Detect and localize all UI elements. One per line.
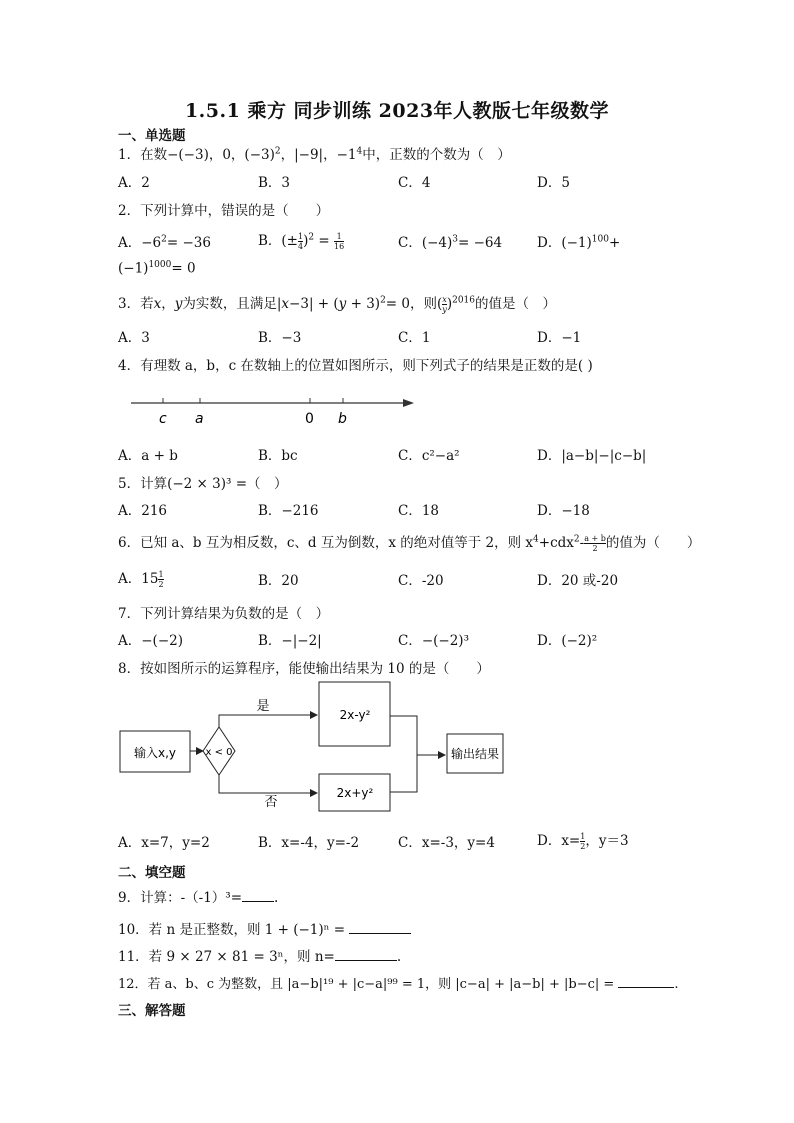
question-12: 12．若 a、b、c 为整数，且 |a−b|¹⁹ + |c−a|⁹⁹ = 1，则 |c−a| + |a−b| + |b−c| = .: [118, 977, 679, 992]
question-2-option-b-base: B．(±: [258, 233, 298, 249]
q6-option-a-text: A．15: [118, 571, 159, 587]
question-3-stem: 3．若x，y为实数，且满足$|x-3| + (y + 3)^2= 0$，则( $\frac{x}{y}$ )$^{2016}$的值是（ ）: [118, 295, 556, 314]
question-2-option-d-continued: $(-1)^{1000}= 0$: [118, 260, 196, 277]
question-6-option-b[interactable]: B．20: [258, 573, 299, 589]
question-4-option-a[interactable]: A．a + b: [118, 448, 178, 464]
section-heading-single-choice: 一、单选题: [118, 128, 186, 144]
q3-f: = 0，则: [385, 296, 437, 312]
number-line-arrow: [403, 399, 414, 407]
question-7-option-d[interactable]: D．(−2)²: [537, 633, 598, 649]
question-8-option-b[interactable]: B．x=-4，y=-2: [258, 835, 360, 851]
q3-c: 为实数，且满足|: [182, 296, 282, 312]
label-zero: 0: [305, 411, 314, 427]
q6-b: +cdx: [538, 535, 574, 551]
question-2-option-c-result: = −64: [458, 235, 503, 251]
question-6-stem: 6．已知 a、b 互为相反数，c、d 互为倒数，x 的绝对值等于 2，则 $x^4+cdx^2-$ $\frac{a + b}{2}$ 的值为（ ）: [118, 534, 701, 553]
question-2-option-d-base: D．(−1): [537, 235, 592, 251]
question-7-option-c[interactable]: C．−(−2)³: [398, 633, 469, 649]
question-4-stem: 4．有理数 a，b，c 在数轴上的位置如图所示，则下列式子的结果是正数的是( ): [118, 358, 593, 374]
q3-g: 的值是（ ）: [475, 296, 556, 312]
question-7-option-b[interactable]: B．−|−2|: [258, 633, 322, 649]
question-9: 9．计算：-（-1）³= .: [118, 890, 279, 906]
question-6-option-c[interactable]: C．-20: [398, 573, 444, 589]
question-7-option-a[interactable]: A．−(−2): [118, 633, 183, 649]
question-8-option-c[interactable]: C．x=-3，y=4: [398, 835, 495, 851]
question-1-suffix: 中，正数的个数为（ ）: [362, 147, 511, 163]
question-10: [118, 918, 411, 938]
question-5-option-d[interactable]: D．−18: [537, 503, 590, 519]
q6-c: -: [579, 535, 585, 551]
top-process-label: 2x-y²: [339, 708, 371, 722]
question-4-option-d[interactable]: D．|a−b|−|c−b|: [537, 448, 647, 464]
answer-blank-10[interactable]: [349, 933, 411, 934]
question-2-option-b[interactable]: B．(± $\frac{1}{4}$ )$^2$ = $\frac{1}{16}$: [258, 232, 345, 251]
question-8-option-d[interactable]: D．x= $\frac{1}{2}$ ，y＝3: [537, 832, 629, 851]
input-label: 输入x,y: [133, 746, 177, 760]
q8-option-d-text: D．x=: [537, 833, 581, 849]
question-2-option-c-base: C．(−4): [398, 235, 453, 251]
label-a: a: [195, 411, 204, 427]
fraction-x-over-y: $\frac{x}{y}$: [442, 295, 447, 314]
yes-label: 是: [256, 699, 270, 714]
question-5-option-b[interactable]: B．−216: [258, 503, 319, 519]
fraction-one-quarter: $\frac{1}{4}$: [298, 232, 304, 251]
fraction-a-plus-b-over-2: $\frac{a + b}{2}$: [584, 534, 606, 553]
question-1-numbers-2: ，|−9|，−1: [280, 147, 357, 163]
question-1-option-d[interactable]: D．5: [537, 175, 570, 191]
question-3-option-b[interactable]: B．−3: [258, 330, 302, 346]
question-2-option-b-close: ): [303, 233, 309, 249]
no-arrow: [219, 775, 317, 793]
question-4-option-b[interactable]: B．bc: [258, 448, 298, 464]
question-6-option-a[interactable]: [118, 567, 164, 589]
q9-text: 9．计算：-（-1）³=: [118, 890, 243, 906]
question-4-option-c[interactable]: C．c²−a²: [398, 448, 460, 464]
page-title: 1.5.1 乘方 同步训练 2023年人教版七年级数学: [184, 100, 610, 122]
output-label: 输出结果: [450, 747, 500, 761]
question-8-option-a[interactable]: A．x=7，y=2: [118, 835, 210, 851]
q11-text: 11．若 9 × 27 × 81 = 3ⁿ，则 n=: [118, 949, 335, 965]
fraction-one-half: $\frac{1}{2}$: [158, 570, 164, 589]
q3-d: −3| + (: [289, 296, 339, 312]
merge-connector: [390, 716, 417, 792]
question-1-prefix: 1．在数: [118, 147, 168, 163]
question-2-option-a-base: A．−6: [118, 235, 162, 251]
label-c: c: [159, 411, 167, 427]
fraction-one-sixteenth: $\frac{1}{16}$: [334, 232, 345, 251]
section-heading-solution: 三、解答题: [118, 1003, 186, 1019]
decision-label: x < 0: [205, 747, 233, 758]
question-1-stem: 1．在数−(−3)，0，$(-3)^2$，|−9|，$-1^4$中，正数的个数为（ ）: [118, 146, 511, 163]
question-3-option-d[interactable]: D．−1: [537, 330, 582, 346]
section-heading-fill-blank: 二、填空题: [118, 865, 186, 881]
question-1-option-a[interactable]: A．2: [118, 175, 150, 191]
question-1-option-c[interactable]: C．4: [398, 175, 431, 191]
question-2-option-a[interactable]: A．$-6^2= -36$: [118, 234, 211, 251]
question-2-option-d-line2-end: = 0: [171, 260, 196, 277]
label-b: b: [338, 411, 347, 427]
question-5-option-a[interactable]: A．216: [118, 503, 168, 519]
question-5-option-c[interactable]: C．18: [398, 503, 440, 519]
question-7-stem: 7．下列计算结果为负数的是（ ）: [118, 606, 330, 622]
question-2-option-d[interactable]: D．$(-1)^{100}+$: [537, 234, 621, 251]
question-2-option-c[interactable]: C．$(-4)^3= -64$: [398, 234, 503, 251]
question-2-stem: 2．下列计算中，错误的是（ ）: [118, 203, 330, 219]
question-1-numbers: −(−3)，0，(−3): [167, 147, 275, 163]
question-2-option-a-result: = −36: [166, 235, 211, 251]
q3-a: 3．若: [118, 296, 154, 312]
flowchart-figure: [115, 680, 515, 815]
question-2-option-b-eq: =: [318, 233, 330, 249]
answer-blank-9[interactable]: [242, 901, 274, 902]
question-3-option-a[interactable]: A．3: [118, 330, 150, 346]
number-line-figure: [125, 390, 420, 430]
q6-a: 6．已知 a、b 互为相反数，c、d 互为倒数，x 的绝对值等于 2，则 x: [118, 535, 534, 551]
q3-e: + 3): [346, 296, 381, 312]
fraction-one-half-d: $\frac{1}{2}$: [580, 832, 586, 851]
q12-text: 12．若 a、b、c 为整数，且 |a−b|¹⁹ + |c−a|⁹⁹ = 1，则 |c−a| + |a−b| + |b−c| =: [118, 977, 615, 992]
question-6-option-d[interactable]: D．20 或-20: [537, 573, 619, 589]
q10-text: 10．若 n 是正整数，则 1 + (−1)ⁿ =: [118, 922, 346, 938]
yes-arrow: [219, 715, 317, 727]
question-11: 11．若 9 × 27 × 81 = 3ⁿ，则 n= .: [118, 949, 402, 965]
question-3-option-c[interactable]: C．1: [398, 330, 431, 346]
answer-blank-11[interactable]: [335, 960, 397, 961]
bottom-process-label: 2x+y²: [336, 786, 374, 800]
q3-b: ，: [161, 296, 175, 312]
question-1-option-b[interactable]: B．3: [258, 175, 291, 191]
question-2-option-d-line2: (−1): [118, 260, 149, 277]
answer-blank-12[interactable]: [618, 987, 674, 988]
no-label: 否: [264, 795, 278, 810]
q6-d: 的值为（ ）: [605, 535, 701, 551]
question-5-stem: 5．计算(−2 × 3)³ =（ ）: [118, 476, 288, 492]
question-2-option-d-plus: +: [608, 235, 621, 251]
question-8-stem: 8．按如图所示的运算程序，能使输出结果为 10 的是（ ）: [118, 661, 490, 677]
